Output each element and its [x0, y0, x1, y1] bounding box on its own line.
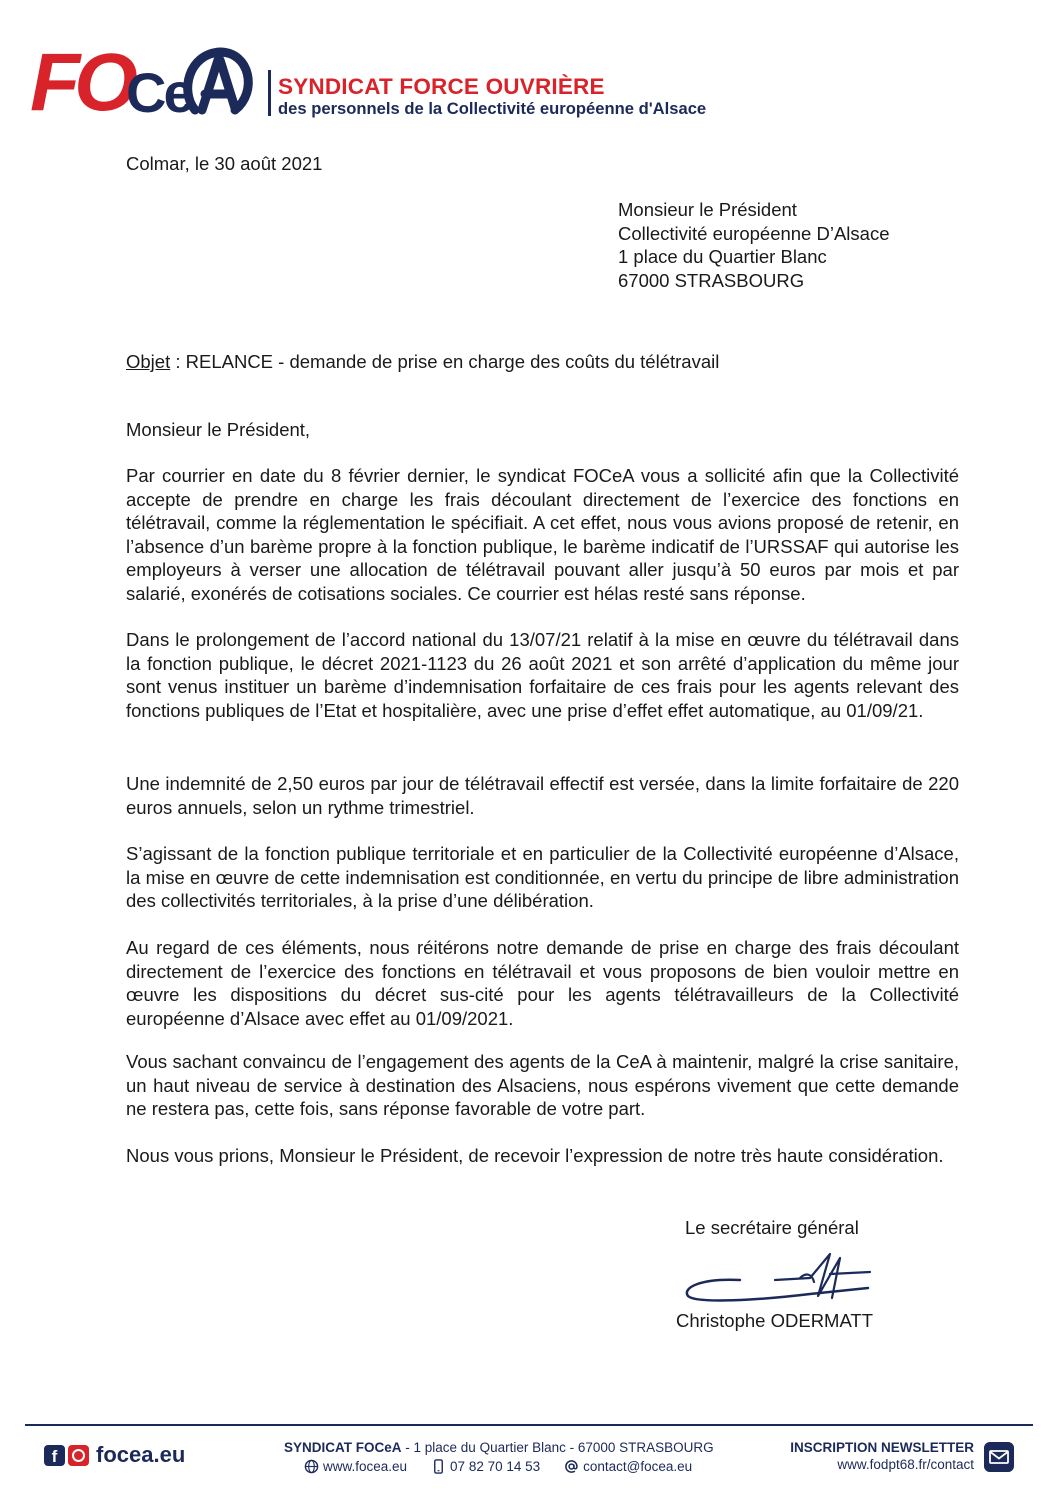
- recipient-line: Collectivité européenne D’Alsace: [618, 222, 890, 244]
- mail-icon[interactable]: [984, 1442, 1014, 1472]
- footer-phone[interactable]: 07 82 70 14 53: [450, 1459, 541, 1474]
- footer-address-text: - 1 place du Quartier Blanc - 67000 STRASBOURG: [401, 1440, 714, 1455]
- facebook-icon[interactable]: f: [44, 1445, 65, 1466]
- recipient-line: 67000 STRASBOURG: [618, 269, 805, 291]
- handwritten-signature: [680, 1244, 880, 1308]
- footer-social: [44, 1442, 185, 1468]
- recipient-address: [618, 198, 889, 292]
- date-line: Colmar, le 30 août 2021: [126, 153, 323, 174]
- header-title: SYNDICAT FORCE OUVRIÈRE: [278, 74, 605, 99]
- body-paragraph: S’agissant de la fonction publique territoriale et en particulier de la Collectivité européenne d’Alsace, la mise en œuvre de cette indemnisation est conditionnée, en vertu du principe de libre administration des collectivités territoriales, à la prise d’une délibération.: [126, 843, 959, 911]
- body-paragraph: Une indemnité de 2,50 euros par jour de télétravail effectif est versée, dans la limite forfaitaire de 220 euros annuels, selon un rythme trimestriel.: [126, 773, 959, 818]
- closing-paragraph: Nous vous prions, Monsieur le Président, de recevoir l’expression de notre très haute considération.: [126, 1145, 944, 1166]
- instagram-icon[interactable]: [68, 1445, 89, 1466]
- signer-title: Le secrétaire général: [685, 1217, 859, 1238]
- svg-text:Ce: Ce: [126, 61, 192, 122]
- globe-icon: [304, 1459, 319, 1474]
- footer-address: [284, 1440, 714, 1455]
- footer-site-link[interactable]: focea.eu: [96, 1442, 186, 1467]
- header-subtitle: des personnels de la Collectivité européenne d'Alsace: [278, 99, 707, 118]
- header-divider: [268, 70, 271, 116]
- footer-web-link[interactable]: www.focea.eu: [323, 1459, 408, 1474]
- body-paragraph: Par courrier en date du 8 février dernier, le syndicat FOCeA vous a sollicité afin que la Collectivité accepte de prendre en charge les frais découlant directement de l’exercice des fonctions en télétravail, comme la réglementation le spécifiait. A cet effet, nous vous avions proposé de retenir, en l’absence d’un barème propre à la fonction publique, le barème indicatif de l’URSSAF qui autorise les employeurs à verser une allocation de télétravail pouvant aller jusqu’à 50 euros par mois et par salarié, exonérés de cotisations sociales. Ce courrier est hélas resté sans réponse.: [126, 465, 959, 604]
- body-paragraph: Vous sachant convaincu de l’engagement des agents de la CeA à maintenir, malgré la crise sanitaire, un haut niveau de service à destination des Alsaciens, nous espérons vivement que cette demande ne restera pas, cette fois, sans réponse favorable de votre part.: [126, 1051, 959, 1119]
- recipient-line: Monsieur le Président: [618, 199, 797, 220]
- footer-email-link[interactable]: contact@focea.eu: [583, 1459, 693, 1474]
- at-icon: [564, 1459, 579, 1474]
- subject-label: Objet: [126, 351, 171, 372]
- phone-icon: [431, 1459, 446, 1474]
- recipient-line: 1 place du Quartier Blanc: [618, 246, 827, 267]
- focea-logo: [30, 32, 255, 122]
- newsletter-title: INSCRIPTION NEWSLETTER: [790, 1440, 974, 1455]
- subject-text: : RELANCE - demande de prise en charge des coûts du télétravail: [170, 351, 720, 372]
- signer-name: Christophe ODERMATT: [676, 1310, 874, 1331]
- subject-line: [126, 350, 719, 374]
- newsletter-link[interactable]: www.fodpt68.fr/contact: [837, 1457, 974, 1472]
- footer-rule: [25, 1424, 1033, 1426]
- salutation: Monsieur le Président,: [126, 419, 311, 440]
- footer-org-name: SYNDICAT FOCeA: [284, 1440, 402, 1455]
- svg-text:FO: FO: [30, 37, 132, 122]
- body-paragraph: Au regard de ces éléments, nous réitérons notre demande de prise en charge des frais découlant directement de l’exercice des fonctions en télétravail et vous proposons de bien vouloir mettre en œuvre les dispositions du décret sus-cité pour les agents télétravailleurs de la Collectivité européenne d’Alsace avec effet au 01/09/2021.: [126, 937, 959, 1029]
- footer-contacts: [304, 1459, 692, 1474]
- body-paragraph: Dans le prolongement de l’accord national du 13/07/21 relatif à la mise en œuvre du télétravail dans la fonction publique, le décret 2021-1123 du 26 août 2021 et son arrêté d’application du même jour sont venus instituer un barème d’indemnisation forfaitaire de ces frais pour les agents relevant des fonctions publiques de l’Etat et hospitalière, avec une prise d’effet effet automatique, au 01/09/21.: [126, 629, 959, 721]
